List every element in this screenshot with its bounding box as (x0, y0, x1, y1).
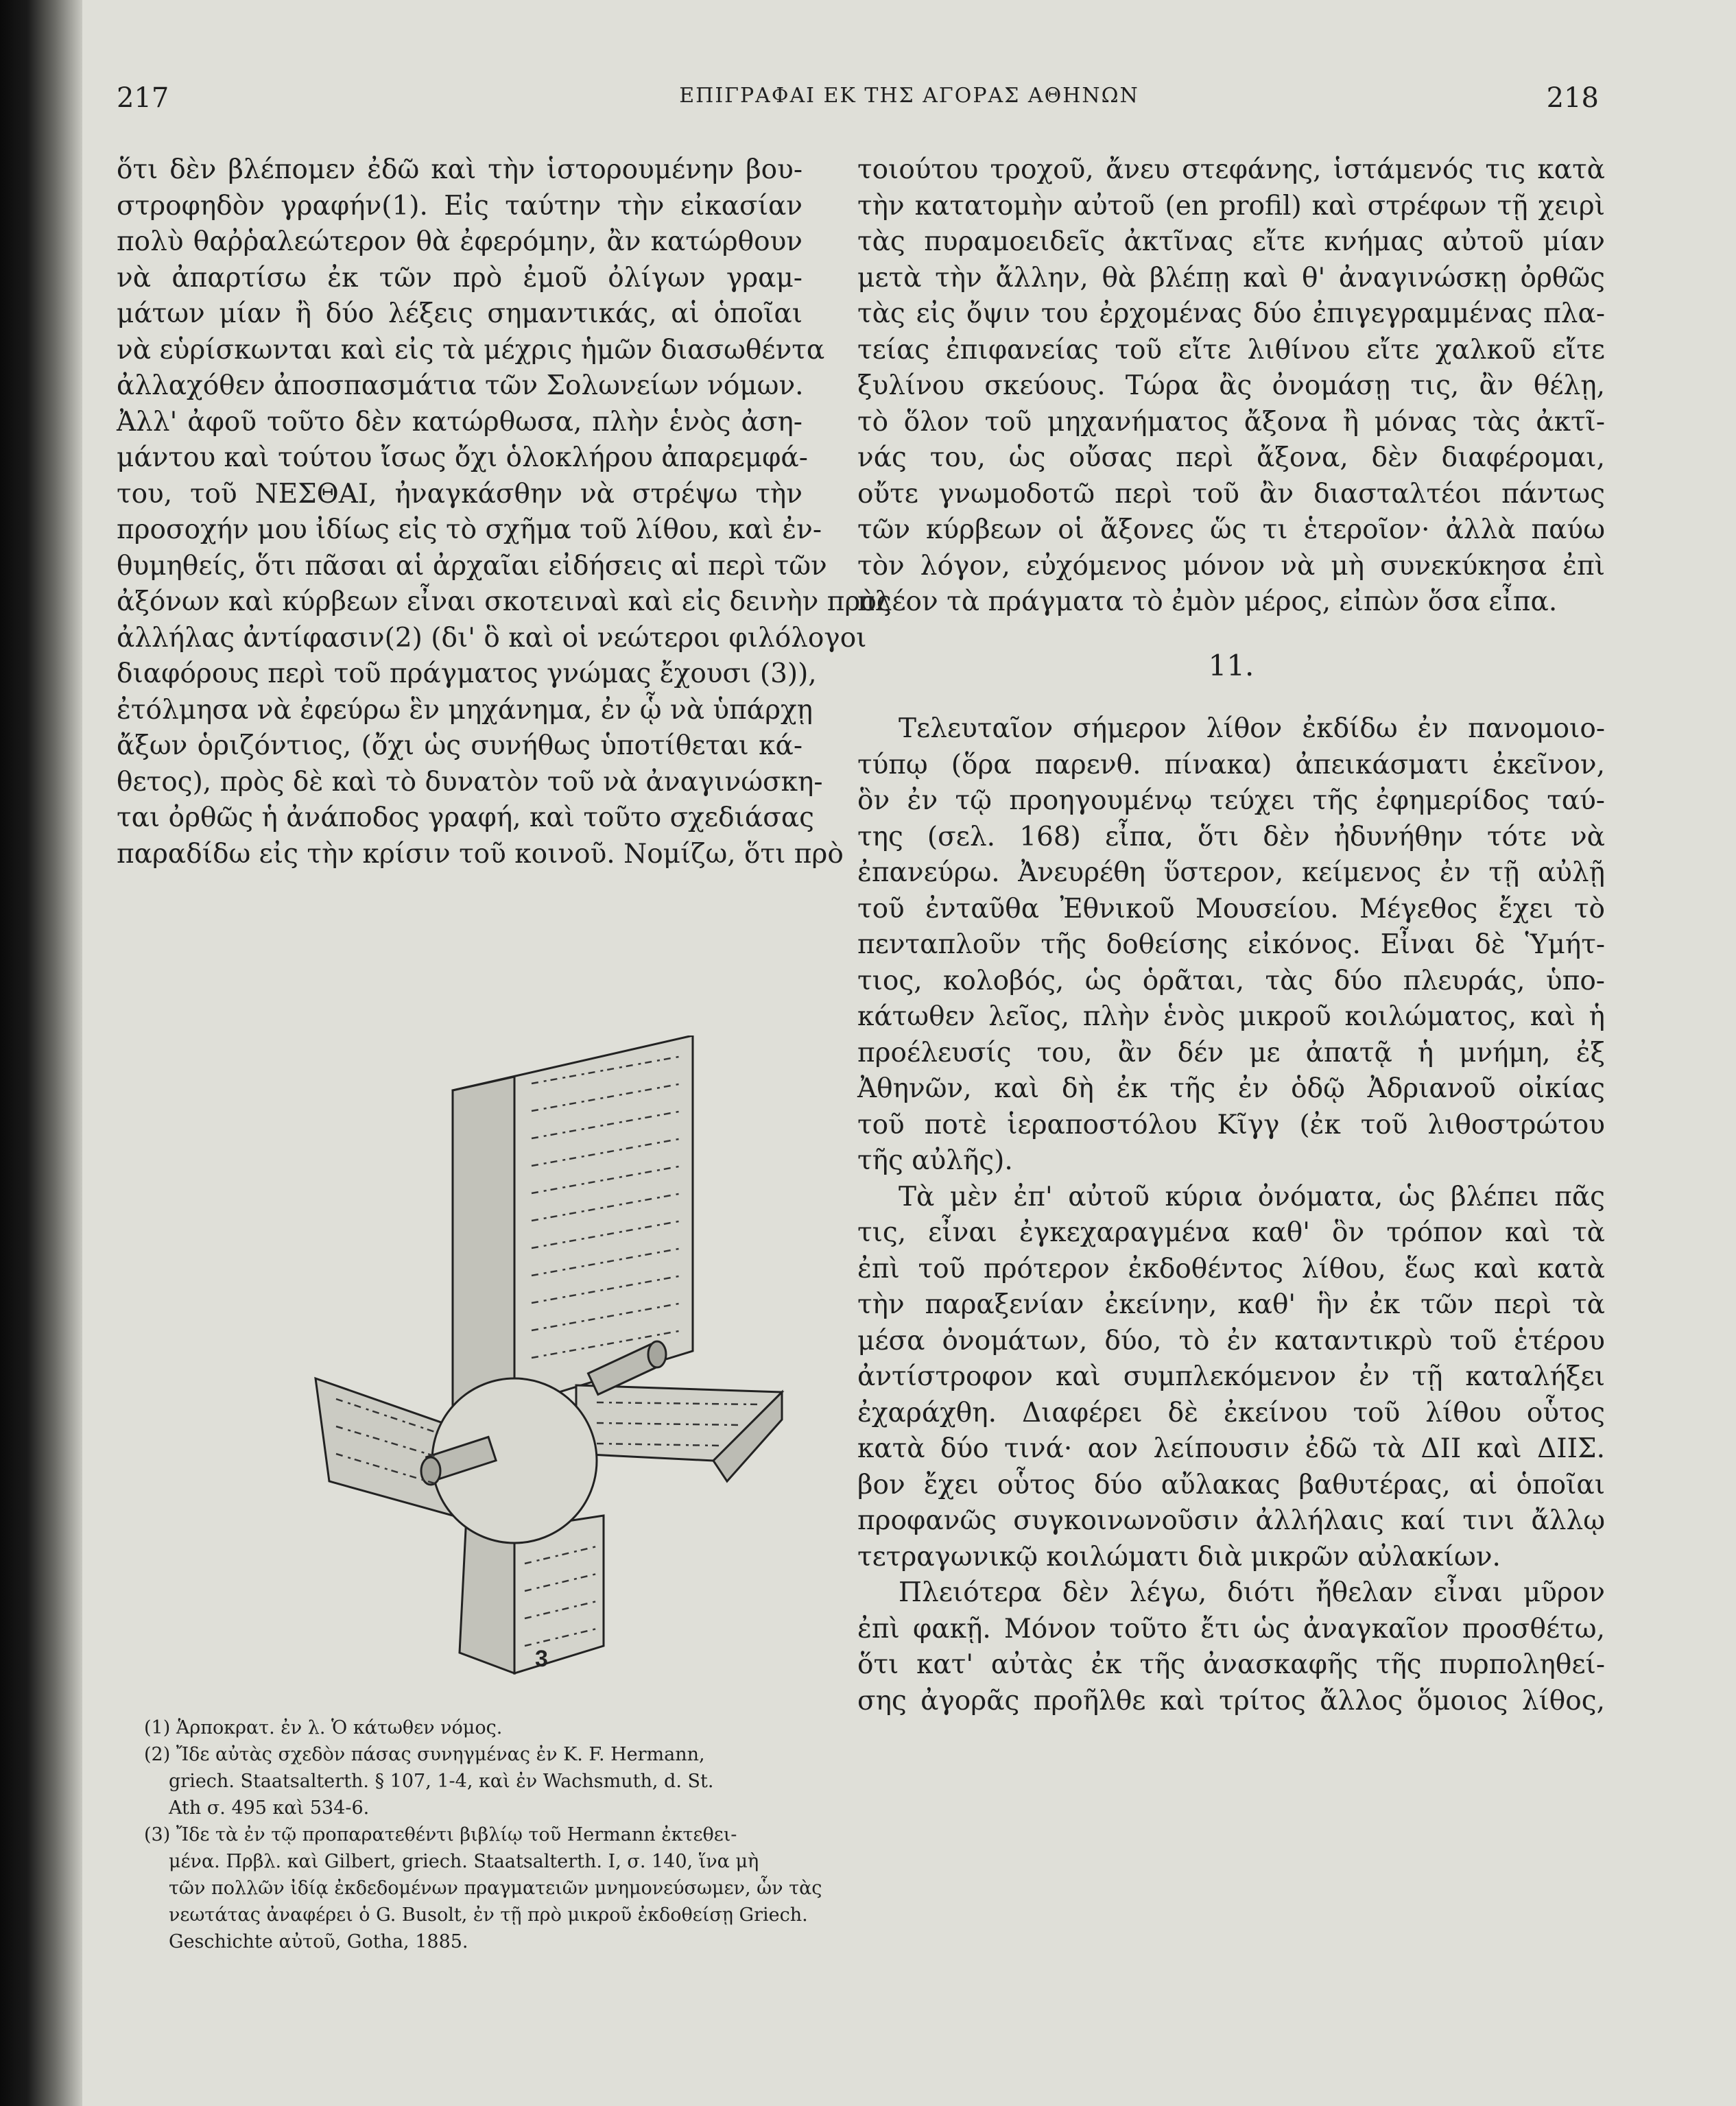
text-line: τις, εἶναι ἐγκεχαραγμένα καθ' ὃν τρόπον καὶ τὰ (857, 1217, 1605, 1248)
text-line: μάντου καὶ τούτου ἴσως ὄχι ὁλοκλήρου ἀπαρεμφά- (117, 442, 808, 473)
text-line: ὃν ἐν τῷ προηγουμένῳ τεύχει τῆς ἐφημερίδος ταύ- (857, 785, 1605, 816)
text-line: ἄξων ὁριζόντιος, (ὄχι ὡς συνήθως ὑποτίθεται κά- (117, 730, 802, 761)
text-line: Ἀλλ' ἀφοῦ τοῦτο δὲν κατώρθωσα, πλὴν ἑνὸς ἀση- (117, 406, 802, 438)
book-binding-shadow (0, 0, 82, 2106)
text-line: τύπῳ (ὅρα παρενθ. πίνακα) ἀπεικάσματι ἐκεῖνον, (857, 749, 1605, 780)
figure-label: 3 (535, 1646, 548, 1672)
text-line: Τελευταῖον σήμερον λίθον ἐκδίδω ἐν πανομοιο- (899, 713, 1605, 744)
text-line: τὰς πυραμοειδεῖς ἀκτῖνας εἴτε κνήμας αὐτοῦ μίαν (857, 226, 1605, 257)
text-line: παραδίδω εἰς τὴν κρίσιν τοῦ κοινοῦ. Νομίζω, ὅτι πρὸ (117, 838, 844, 870)
text-line: ἐχαράχθη. Διαφέρει δὲ ἐκείνου τοῦ λίθου οὗτος (857, 1397, 1605, 1428)
text-line: θετος), πρὸς δὲ καὶ τὸ δυνατὸν τοῦ νὰ ἀναγινώσκη- (117, 766, 823, 798)
text-line: Ἀθηνῶν, καὶ δὴ ἐκ τῆς ἐν ὁδῷ Ἀδριανοῦ οἰκίας (857, 1073, 1605, 1104)
book-page-spread (82, 0, 1736, 2106)
footnote-line: Geschichte αὐτοῦ, Gotha, 1885. (169, 1931, 468, 1952)
text-line: ὅτι κατ' αὐτὰς ἐκ τῆς ἀνασκαφῆς τῆς πυρποληθεί- (857, 1649, 1605, 1680)
running-header (82, 75, 1736, 117)
text-line: κάτωθεν λεῖος, πλὴν ἑνὸς μικροῦ κοιλώματος, καὶ ἡ (857, 1001, 1605, 1032)
text-line: ἀλλήλας ἀντίφασιν(2) (δι' ὃ καὶ οἱ νεώτεροι φιλόλογοι (117, 622, 867, 654)
text-line: νὰ ἀπαρτίσω ἐκ τῶν πρὸ ἐμοῦ ὀλίγων γραμ- (117, 262, 802, 294)
text-line: τείας ἐπιφανείας τοῦ εἴτε λιθίνου εἴτε χαλκοῦ εἴτε (857, 334, 1605, 366)
footnote-line: μένα. Πρβλ. καὶ Gilbert, griech. Staatsalterth. I, σ. 140, ἵνα μὴ (169, 1851, 759, 1872)
section-number: 11. (1208, 648, 1255, 682)
text-line: στροφηδὸν γραφήν(1). Εἰς ταύτην τὴν εἰκασίαν (117, 190, 802, 222)
text-line: θυμηθείς, ὅτι πᾶσαι αἱ ἀρχαῖαι εἰδήσεις αἱ περὶ τῶν (117, 550, 827, 582)
text-line: σης ἀγορᾶς προῆλθε καὶ τρίτος ἄλλος ὅμοιος λίθος, (857, 1685, 1605, 1716)
text-line: ἀντίστροφον καὶ συμπλεκόμενον ἐν τῇ καταλήξει (857, 1361, 1605, 1392)
text-line: τὸν λόγον, εὐχόμενος μόνον νὰ μὴ συνεκύκησα ἐπὶ (857, 550, 1605, 582)
text-line: βον ἔχει οὗτος δύο αὔλακας βαθυτέρας, αἱ ὁποῖαι (857, 1469, 1605, 1500)
text-line: νὰ εὑρίσκωνται καὶ εἰς τὰ μέχρις ἡμῶν διασωθέντα (117, 334, 825, 366)
text-line: τιος, κολοβός, ὡς ὁρᾶται, τὰς δύο πλευράς, ὑπο- (857, 965, 1605, 996)
footnote-line: (1) Ἁρποκρατ. ἐν λ. Ὁ κάτωθεν νόμος. (144, 1717, 503, 1738)
footnote-line: νεωτάτας ἀναφέρει ὁ G. Busolt, ἐν τῇ πρὸ μικροῦ ἐκδοθείσῃ Griech. (169, 1904, 808, 1926)
text-line: Πλειότερα δὲν λέγω, διότι ἤθελαν εἶναι μῦρον (899, 1577, 1605, 1608)
text-line: μέσα ὀνομάτων, δύο, τὸ ἐν καταντικρὺ τοῦ ἑτέρου (857, 1325, 1605, 1356)
text-line: τὴν παραξενίαν ἐκείνην, καθ' ἣν ἐκ τῶν περὶ τὰ (857, 1289, 1605, 1320)
footnotes (144, 1714, 830, 1955)
text-line: προφανῶς συγκοινωνοῦσιν ἀλλήλαις καί τινι ἄλλῳ (857, 1505, 1605, 1536)
text-line: προέλευσίς του, ἂν δέν με ἀπατᾷ ἡ μνήμη, ἐξ (857, 1037, 1605, 1068)
right-column-text (857, 152, 1605, 1719)
text-line: τοῦ ποτὲ ἱεραποστόλου Κῖγγ (ἐκ τοῦ λιθοστρώτου (857, 1109, 1605, 1140)
running-title: ΕΠΙΓΡΑΦΑΙ ΕΚ ΤΗΣ ΑΓΟΡΑΣ ΑΘΗΝΩΝ (679, 84, 1139, 108)
text-line: ἐπανεύρω. Ἀνευρέθη ὕστερον, κείμενος ἐν τῇ αὐλῇ (857, 857, 1605, 888)
text-line: μετὰ τὴν ἄλλην, θὰ βλέπῃ καὶ θ' ἀναγινώσκῃ ὀρθῶς (857, 262, 1605, 294)
axon-machine-figure (288, 1036, 837, 1687)
text-line: τὴν κατατομὴν αὐτοῦ (en profil) καὶ στρέφων τῇ χειρὶ (857, 190, 1605, 222)
text-line: νάς του, ὡς οὔσας περὶ ἄξονα, δὲν διαφέρομαι, (857, 442, 1605, 473)
text-line: ἀλλαχόθεν ἀποσπασμάτια τῶν Σολωνείων νόμων. (117, 370, 804, 401)
text-line: του, τοῦ ΝΕΣΘΑΙ, ἠναγκάσθην νὰ στρέψω τὴν (117, 478, 802, 510)
text-line: τοιούτου τροχοῦ, ἄνευ στεφάνης, ἱστάμενός τις κατὰ (857, 154, 1605, 185)
axon-machine-drawing (288, 1036, 837, 1687)
right-page-number: 218 (1546, 82, 1599, 114)
text-line: τετραγωνικῷ κοιλώματι διὰ μικρῶν αὐλακίων. (857, 1541, 1501, 1572)
text-line: κατὰ δύο τινά· αον λείπουσιν ἐδῶ τὰ ΔΙΙ καὶ ΔΙΙΣ. (857, 1433, 1605, 1464)
footnote-line: (3) Ἴδε τὰ ἐν τῷ προπαρατεθέντι βιβλίῳ τοῦ Hermann ἐκτεθει- (144, 1824, 737, 1845)
left-column-text (117, 152, 892, 872)
text-line: ἐτόλμησα νὰ ἐφεύρω ἓν μηχάνημα, ἐν ᾧ νὰ ὑπάρχῃ (117, 694, 813, 726)
text-line: Τὰ μὲν ἐπ' αὐτοῦ κύρια ὀνόματα, ὡς βλέπει πᾶς (899, 1181, 1605, 1212)
footnote-line: griech. Staatsalterth. § 107, 1-4, καὶ ἐν Wachsmuth, d. St. (169, 1771, 714, 1792)
text-line: τῆς αὐλῆς). (857, 1145, 1013, 1176)
text-line: οὔτε γνωμοδοτῶ περὶ τοῦ ἂν διασταλτέοι πάντως (857, 478, 1605, 510)
text-line: ξυλίνου σκεύους. Τώρα ἂς ὀνομάσῃ τις, ἂν θέλῃ, (857, 370, 1605, 401)
text-line: πλέον τὰ πράγματα τὸ ἐμὸν μέρος, εἰπὼν ὅσα εἶπα. (857, 586, 1558, 617)
text-line: τὰς εἰς ὄψιν του ἐρχομένας δύο ἐπιγεγραμμένας πλα- (857, 298, 1605, 329)
text-line: της (σελ. 168) εἶπα, ὅτι δὲν ἠδυνήθην τότε νὰ (857, 821, 1605, 852)
text-line: ἐπὶ τοῦ πρότερον ἐκδοθέντος λίθου, ἕως καὶ κατὰ (857, 1253, 1605, 1284)
text-line: τῶν κύρβεων οἱ ἄξονες ὥς τι ἑτεροῖον· ἀλλὰ παύω (857, 514, 1605, 545)
text-line: τοῦ ἐνταῦθα Ἐθνικοῦ Μουσείου. Μέγεθος ἔχει τὸ (857, 893, 1605, 924)
text-line: προσοχήν μου ἰδίως εἰς τὸ σχῆμα τοῦ λίθου, καὶ ἐν- (117, 514, 822, 545)
text-line: διαφόρους περὶ τοῦ πράγματος γνώμας ἔχουσι (3)), (117, 658, 817, 689)
text-line: ἀξόνων καὶ κύρβεων εἶναι σκοτειναὶ καὶ εἰς δεινὴν πρὸς (117, 586, 892, 617)
text-line: μάτων μίαν ἢ δύο λέξεις σημαντικάς, αἱ ὁποῖαι (117, 298, 802, 329)
text-line: τὸ ὅλον τοῦ μηχανήματος ἄξονα ἢ μόνας τὰς ἀκτῖ- (857, 406, 1605, 438)
text-line: ται ὀρθῶς ἡ ἀνάποδος γραφή, καὶ τοῦτο σχεδιάσας (117, 802, 815, 833)
left-page-number: 217 (117, 82, 169, 114)
text-line: πενταπλοῦν τῆς δοθείσης εἰκόνος. Εἶναι δὲ Ὑμήτ- (857, 929, 1605, 960)
footnote-line: τῶν πολλῶν ἰδίᾳ ἐκδεδομένων πραγματειῶν μνημονεύσωμεν, ὧν τὰς (169, 1878, 822, 1899)
footnote-line: (2) Ἴδε αὐτὰς σχεδὸν πάσας συνηγμένας ἐν K. F. Hermann, (144, 1744, 705, 1765)
footnote-line: Ath σ. 495 καὶ 534-6. (169, 1797, 370, 1819)
text-line: πολὺ θαῤῥαλεώτερον θὰ ἐφερόμην, ἂν κατώρθουν (117, 226, 802, 257)
text-line: ἐπὶ φακῇ. Μόνον τοῦτο ἔτι ὡς ἀναγκαῖον προσθέτω, (857, 1613, 1605, 1644)
text-line: ὅτι δὲν βλέπομεν ἐδῶ καὶ τὴν ἱστορουμένην βου- (117, 154, 802, 185)
